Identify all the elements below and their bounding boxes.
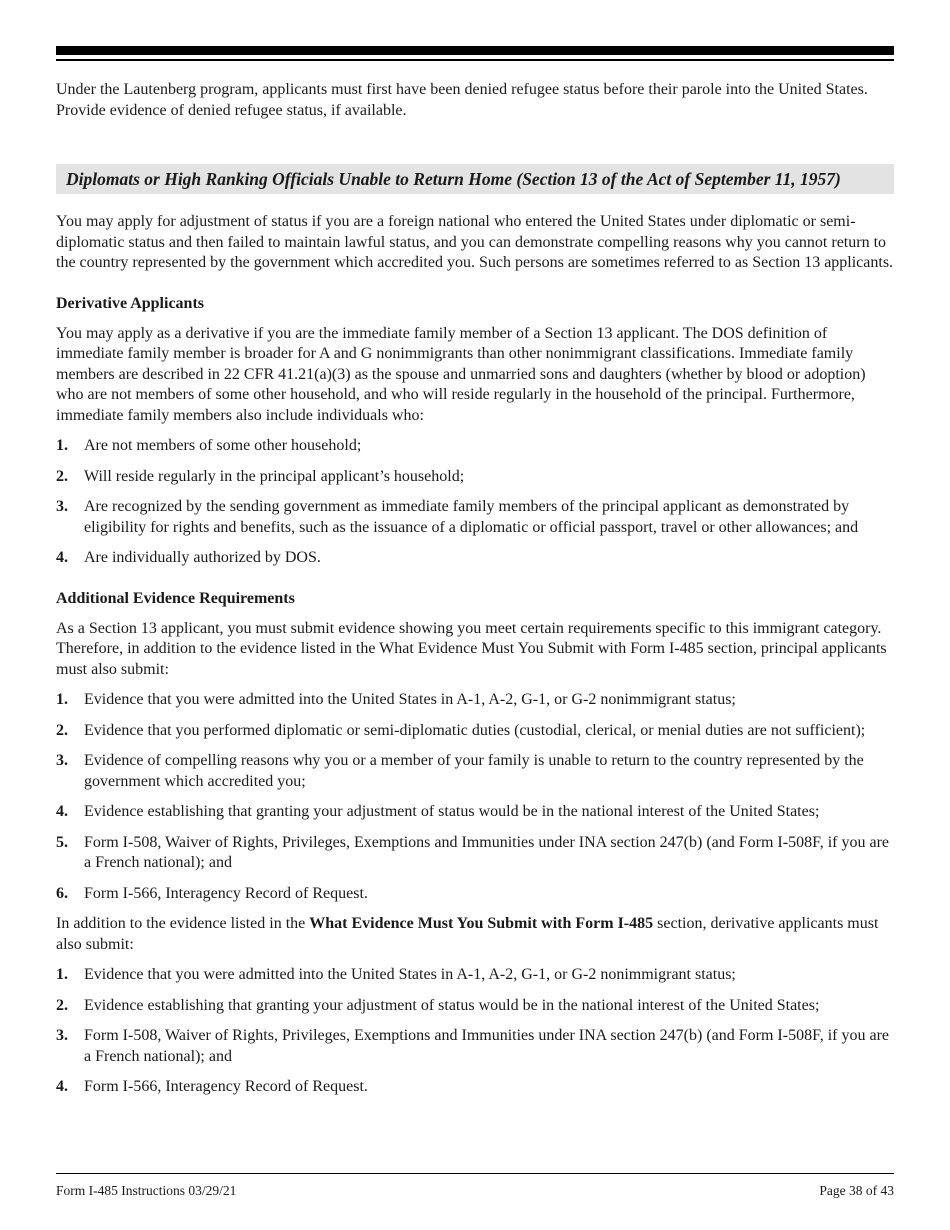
list-item: 4. Are individually authorized by DOS. [56, 549, 321, 566]
footer-form-id: Form I-485 Instructions 03/29/21 [56, 1183, 237, 1198]
list-item: 2. Evidence that you performed diplomatic or semi-diplomatic duties (custodial, clerical, or menial duties are not sufficient); [56, 721, 866, 739]
footer-page-number: Page 38 of 43 [819, 1183, 894, 1198]
section-banner: Diplomats or High Ranking Officials Unable to Return Home (Section 13 of the Act of September 11, 1957) [56, 164, 894, 194]
list-item: 3. Evidence of compelling reasons why you or a member of your family is unable to return to the country represented by the government which accredited you; [56, 752, 864, 790]
derivative-list [56, 436, 894, 569]
derivative-evidence-list [56, 965, 894, 1098]
list-item: 1. Evidence that you were admitted into the United States in A-1, A-2, G-1, or G-2 nonimmigrant status; [56, 966, 736, 983]
list-item: 4. Evidence establishing that granting your adjustment of status would be in the national interest of the United States; [56, 803, 820, 820]
additional-heading: Additional Evidence Requirements [56, 589, 295, 607]
footer-rule [56, 1173, 894, 1174]
additional-paragraph: As a Section 13 applicant, you must submit evidence showing you meet certain requirements specific to this immigrant category. Therefore, in addition to the evidence listed in the What Evidence Must You Submit with Form I-485 section, principal applicants must also submit: [56, 619, 887, 678]
derivative-heading: Derivative Applicants [56, 294, 204, 312]
derivative-paragraph: You may apply as a derivative if you are the immediate family member of a Section 13 applicant. The DOS definition of immediate family member is broader for A and G nonimmigrants than other nonimmigrant classifications. Immediate family members are described in 22 CFR 41.21(a)(3) as the spouse and unmarried sons and daughters (whether by blood or adoption) who are not members of some other household, and who will reside regularly in the household of the principal. Furthermore, immediate family members also include individuals who: [56, 324, 866, 424]
list-item: 1. Are not members of some other household; [56, 437, 362, 454]
header-rule-thin [56, 59, 894, 61]
list-item: 3. Are recognized by the sending government as immediate family members of the principal applicant as demonstrated by eligibility for rights and benefits, such as the issuance of a diplomatic or official passport, travel or other allowances; and [56, 498, 859, 536]
list-item: 2. Will reside regularly in the principal applicant’s household; [56, 467, 465, 485]
intro-paragraph: Under the Lautenberg program, applicants must first have been denied refugee status before their parole into the United States. Provide evidence of denied refugee status, if available. [56, 81, 868, 119]
derivative-evidence-paragraph: In addition to the evidence listed in the What Evidence Must You Submit with Form I-485 section, derivative applicants must also submit: [56, 915, 879, 953]
header-rule-thick [56, 46, 894, 55]
page-content [56, 80, 894, 1098]
section-paragraph: You may apply for adjustment of status if you are a foreign national who entered the United States under diplomatic or semi-diplomatic status and then failed to maintain lawful status, and you can demonstrate compelling reasons why you cannot return to the country represented by the government which accredited you. Such persons are sometimes referred to as Section 13 applicants. [56, 213, 894, 271]
list-item: 2. Evidence establishing that granting your adjustment of status would be in the national interest of the United States; [56, 996, 820, 1014]
list-item: 5. Form I-508, Waiver of Rights, Privileges, Exemptions and Immunities under INA section 247(b) (and Form I-508F, if you are a French national); and [56, 833, 890, 871]
list-item: 6. Form I-566, Interagency Record of Request. [56, 884, 368, 902]
list-item: 3. Form I-508, Waiver of Rights, Privileges, Exemptions and Immunities under INA section 247(b) (and Form I-508F, if you are a French national); and [56, 1027, 890, 1065]
list-item: 1. Evidence that you were admitted into the United States in A-1, A-2, G-1, or G-2 nonimmigrant status; [56, 691, 736, 708]
principal-evidence-list [56, 690, 894, 904]
list-item: 4. Form I-566, Interagency Record of Request. [56, 1078, 368, 1095]
